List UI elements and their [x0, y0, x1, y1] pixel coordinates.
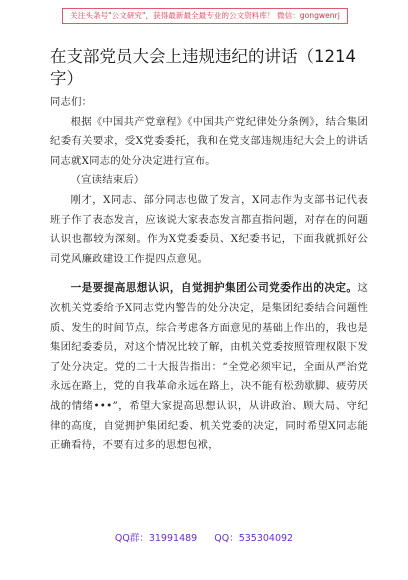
document-title: 在支部党员大会上违规违纪的讲话（1214字） — [50, 47, 356, 88]
document-body — [50, 93, 368, 456]
footer-qq-group: QQ群：31991489 — [114, 533, 198, 544]
paragraph-opening: 刚才，X同志、部分同志也做了发言，X同志作为支部书记代表班子作了表态发言，应该说大家表态发言都直指问题，对存在的问题认识也都较为深刻。作为X党委委员、X纪委书记，下面我就抓好公司党风廉政建设工作提四点意见。 — [50, 193, 368, 265]
header-banner: 关注头条号"公文研究"，获得最新最全最专业的公文资料库！ 微信：gongwenrj — [62, 8, 348, 24]
section-one-text: 这次机关党委给予X同志党内警告的处分决定，是集团纪委结合问题性质、发生的时间节点，综合考虑各方面意见的基础上作出的，我也是集团纪委委员，对这个情况比较了解，由机关党委按照管理权限下发了处分决定。党的二十大报告指出：“全党必须牢记，全面从严治党永远在路上，党的自我革命永远在路上，决不能有松劲歇脚、疲劳厌战的情绪•••”，希望大家提高思想认识，从讲政治、顾大局、守纪律的高度，自觉拥护集团纪委、机关党委的决定，同时希望X同志能正确看待，不要有过多的思想包袱， — [50, 282, 368, 452]
paragraph-intro: 根据《中国共产党章程》《中国共产党纪律处分条例》，结合集团纪委有关要求，受X党委委托，我和在党支部违规违纪大会上的讲话同志就X同志的处分决定进行宣布。 — [50, 115, 368, 167]
footer-qq: QQ：535304092 — [214, 533, 294, 544]
section-one-heading: 一是要提高思想认识，自觉拥护集团公司党委作出的决定。 — [70, 282, 358, 295]
footer-contact — [0, 530, 408, 544]
salutation: 同志们： — [50, 96, 93, 108]
paragraph-note: （宣读结束后） — [70, 174, 145, 187]
section-one — [50, 279, 368, 455]
